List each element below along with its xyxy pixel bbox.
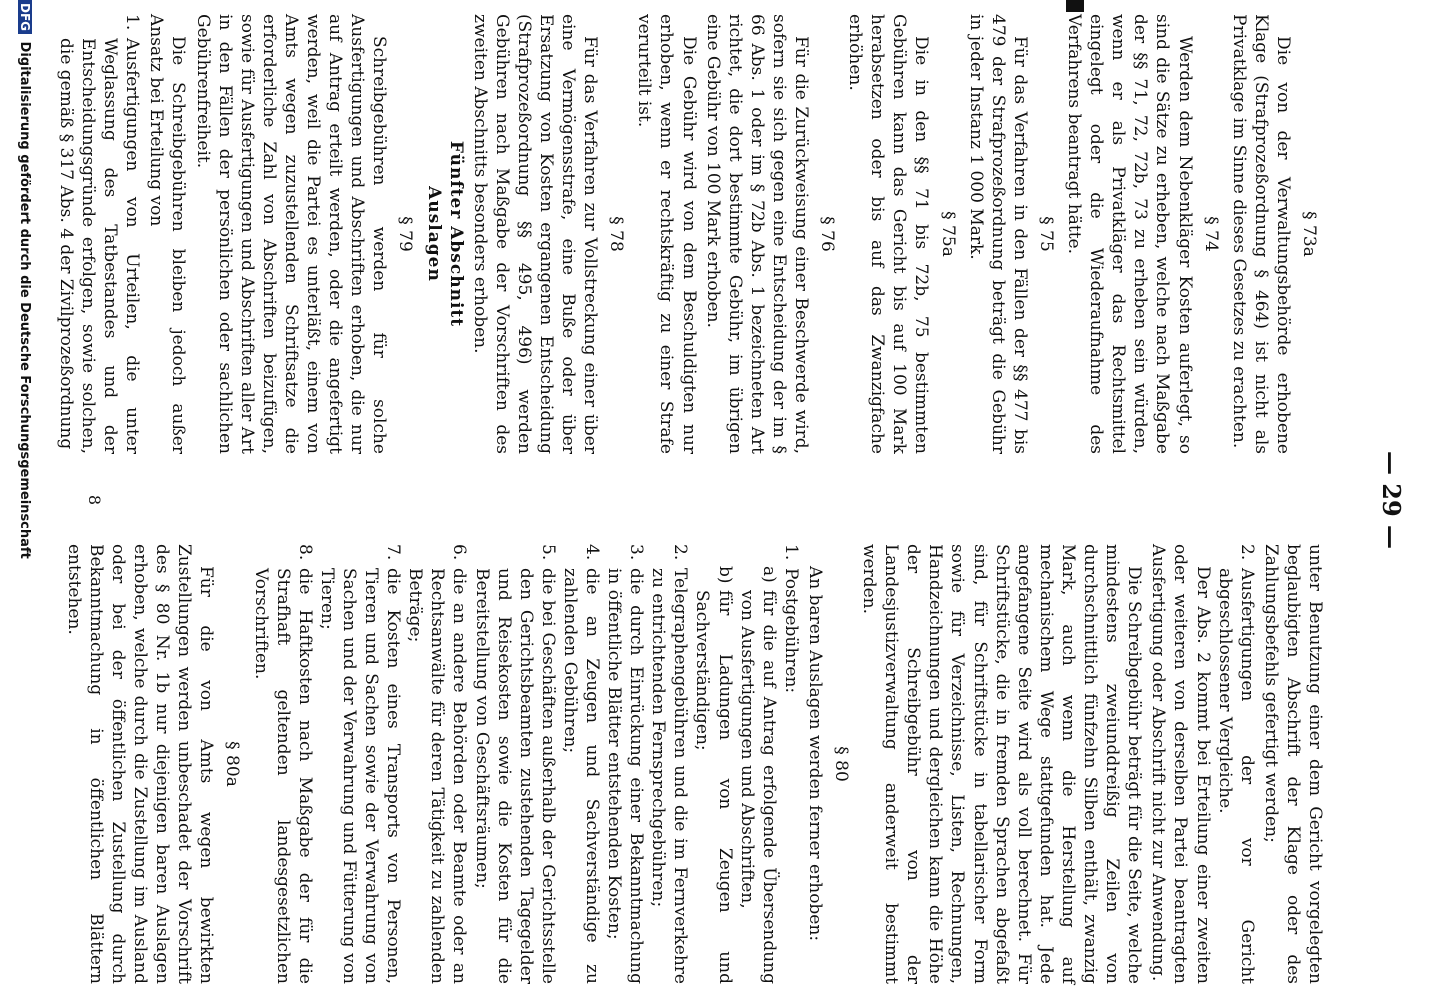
list-item-text: Telegraphengebühren und die im Fernverkehre zu entrichtenden Fernsprechgebühren; bbox=[648, 568, 691, 984]
paragraph: An baren Auslagen werden ferner erhoben: bbox=[804, 566, 825, 942]
list-item-number: b) bbox=[714, 566, 735, 584]
section-number: § 79 bbox=[395, 216, 416, 252]
paragraph: Die Schreibgebühr beträgt für die Seite, welche mindestens zweiunddreißig Zeilen von durchschnittlich fünfzehn Silben enthält, zwanzig Mark, auch wenn die Herstellung auf mechanischem Wege stattgefunden hat. Jede angefangene Seite wird als voll berechnet. Für Schriftstücke, die in fremden Sprachen abgefaßt sind, für Schriftstücke in tabellarischer Form sowie für Verzeichnisse, Listen, Rechnungen, Handzeichnungen und dergleichen kann die Höhe der Schreibgebühr von der Landesjustizverwaltung anderweit bestimmt werden. bbox=[859, 544, 1145, 984]
section-heading: Auslagen bbox=[423, 186, 444, 282]
list-item-number: 7. bbox=[383, 544, 404, 561]
list-item-number: 1. bbox=[780, 544, 801, 561]
list-item-text: für die auf Antrag erfolgende Übersendung von Ausfertigungen und Abschriften, bbox=[736, 590, 779, 984]
list-item-number: 5. bbox=[537, 544, 558, 561]
page-number-header: — 29 — bbox=[1377, 450, 1406, 550]
list-item-number: a) bbox=[758, 566, 779, 583]
paragraph: Die von der Verwaltungsbehörde erhobene Klage (Strafprozeßordnung § 464) ist nicht als Privatklage im Sinne dieses Gesetzes zu erachten. bbox=[1228, 14, 1293, 454]
paragraph: Für die Zurückweisung einer Beschwerde wird, sofern sie sich gegen eine Entscheidung der im § 66 Abs. 1 oder im § 72b Abs. 1 bezeichneten Art richtet, die dort bestimmte Gebühr, im übrigen eine Gebühr von 100 Mark erhoben. bbox=[702, 14, 812, 454]
section-number: § 80 bbox=[831, 746, 852, 782]
section-number: § 73a bbox=[1299, 211, 1319, 257]
left-text-column bbox=[55, 14, 1326, 454]
list-item-number: 8. bbox=[294, 544, 315, 561]
numbered-list-item bbox=[250, 544, 316, 984]
numbered-list-item bbox=[559, 544, 603, 984]
list-item-text: die durch Einrückung einer Bekanntmachung in öffentliche Blätter entstehenden Kosten; bbox=[604, 568, 647, 984]
section-number: § 75a bbox=[937, 211, 958, 257]
paragraph: Für das Verfahren in den Fällen der §§ 477 bis 479 der Strafprozeßordnung beträgt die Gebühr in jeder Instanz 1 000 Mark. bbox=[965, 14, 1030, 454]
list-item-number: 6. bbox=[449, 544, 470, 561]
numbered-list-item bbox=[316, 544, 404, 984]
paragraph: Der Abs. 2 kommt bei Erteilung einer zweiten oder weiteren von derselben Partei beantragten Ausfertigung oder Abschrift nicht zur Anwendung. bbox=[1148, 544, 1213, 984]
list-item-text: die Haftkosten nach Maßgabe der für die Strafhaft geltenden landesgesetzlichen Vorschriften. bbox=[250, 568, 315, 984]
section-number: § 80a bbox=[222, 741, 243, 787]
sub-list-item bbox=[691, 544, 735, 984]
paragraph: Für das Verfahren zur Vollstreckung einer über eine Vermögensstrafe, eine Buße oder über Ersatzung von Kosten ergangenen Entscheidung (Strafprozeßordnung §§ 495, 496) werden Gebühren nach Maßgabe der Vorschriften des zweiten Abschnitts besonders erhoben. bbox=[469, 14, 601, 454]
section-number: § 75 bbox=[1035, 216, 1056, 252]
list-item-text: die an andere Behörden oder Beamte oder an Rechtsanwälte für deren Tätigkeit zu zahlenden Beträge; bbox=[405, 568, 470, 984]
numbered-list-item bbox=[780, 544, 802, 984]
list-item-number: 2. bbox=[670, 544, 691, 561]
list-item-text: Postgebühren: bbox=[780, 568, 801, 694]
list-item-text: die an Zeugen und Sachverständige zu zahlenden Gebühren; bbox=[559, 568, 602, 984]
numbered-list-item bbox=[404, 544, 470, 984]
sub-list-item bbox=[736, 544, 780, 984]
list-item-text: die bei Geschäften außerhalb der Gerichtsstelle den Gerichtsbeamten zustehenden Tagegelder und Reisekosten sowie die Kosten für die Bereitstellung von Geschäftsräumen; bbox=[471, 568, 558, 984]
digitization-text: Digitalisierung gefördert durch die Deutsche Forschungsgemeinschaft bbox=[17, 41, 32, 559]
numbered-list-item bbox=[603, 544, 647, 984]
paragraph: Für die von Amts wegen bewirkten Zustellungen werden unbeschadet der Vorschrift des § 80 Nr. 1b nur diejenigen baren Auslagen erhoben, welche durch die Zustellung im Ausland oder bei der öffentlichen Zustellung durch Bekanntmachung in öffentlichen Blättern entstehen. bbox=[63, 544, 217, 984]
list-item-text: Ausfertigungen der vor Gericht abgeschlossener Vergleiche. bbox=[1214, 568, 1257, 984]
numbered-list-item bbox=[1214, 544, 1258, 984]
list-item-text: für Ladungen von Zeugen und Sachverständigen; bbox=[692, 590, 735, 984]
paragraph: unter Benutzung einer dem Gericht vorgelegten beglaubigten Abschrift der Klage oder des Zahlungsbefehls gefertigt werden; bbox=[1260, 544, 1325, 984]
right-text-column bbox=[61, 544, 1326, 984]
section-number: § 74 bbox=[1200, 216, 1221, 252]
numbered-list-item bbox=[647, 544, 691, 984]
ink-blot-mark bbox=[1066, 0, 1084, 12]
list-item-number: 3. bbox=[626, 544, 647, 561]
list-item-number: 4. bbox=[582, 544, 602, 561]
paragraph: Schreibgebühren werden für solche Ausfertigungen und Abschriften erhoben, die nur auf Antrag erteilt werden, oder die angefertigt werden, weil die Partei es unterläßt, einem von Amts wegen zuzustellenden Schriftsatze die erforderliche Zahl von Abschriften beizufügen, sowie für Ausfertigungen und Abschriften aller Art in den Fällen der persönlichen oder sachlichen Gebührenfreiheit. bbox=[192, 14, 390, 454]
paragraph: Werden dem Nebenkläger Kosten auferlegt, so sind die Sätze zu erheben, welche nach Maßgabe der §§ 71, 72, 72b, 73 zu erheben sein würden, wenn er als Privatkläger das Rechtsmittel eingelegt oder die Wiederaufnahme des Verfahrens beantragt hätte. bbox=[1064, 14, 1195, 454]
list-item-number: 2. bbox=[1236, 544, 1257, 561]
section-number: § 78 bbox=[606, 216, 627, 252]
dfg-logo: DFG bbox=[18, 0, 32, 34]
digitization-note bbox=[17, 0, 32, 1000]
page-signature-mark: 8 bbox=[85, 494, 104, 506]
section-heading: Fünfter Abschnitt bbox=[445, 140, 466, 328]
section-number: § 76 bbox=[817, 216, 838, 252]
paragraph: Die Gebühr wird von dem Beschuldigten nur erhoben, wenn er rechtskräftig zu einer Strafe verurteilt ist. bbox=[634, 14, 699, 454]
list-item-number: 1. bbox=[122, 14, 143, 31]
paragraph: Die Schreibgebühren bleiben jedoch außer Ansatz bei Erteilung von bbox=[146, 14, 189, 454]
numbered-list-item bbox=[470, 544, 558, 984]
list-item-text: Ausfertigungen von Urteilen, die unter Weglassung des Tatbestandes und der Entscheidungsgründe erfolgen, sowie solchen, die gemäß § 317 Abs. 4 der Zivilprozeßordnung bbox=[56, 38, 143, 454]
paragraph: Die in den §§ 71 bis 72b, 75 bestimmten Gebühren kann das Gericht bis auf 100 Mark herabsetzen oder bis auf das Zwanzigfache erhöhen. bbox=[845, 14, 932, 454]
list-item-text: die Kosten eines Transports von Personen, Tieren und Sachen sowie der Verwahrung von Sachen und der Verwahrung und Fütterung von Tieren; bbox=[316, 568, 404, 984]
